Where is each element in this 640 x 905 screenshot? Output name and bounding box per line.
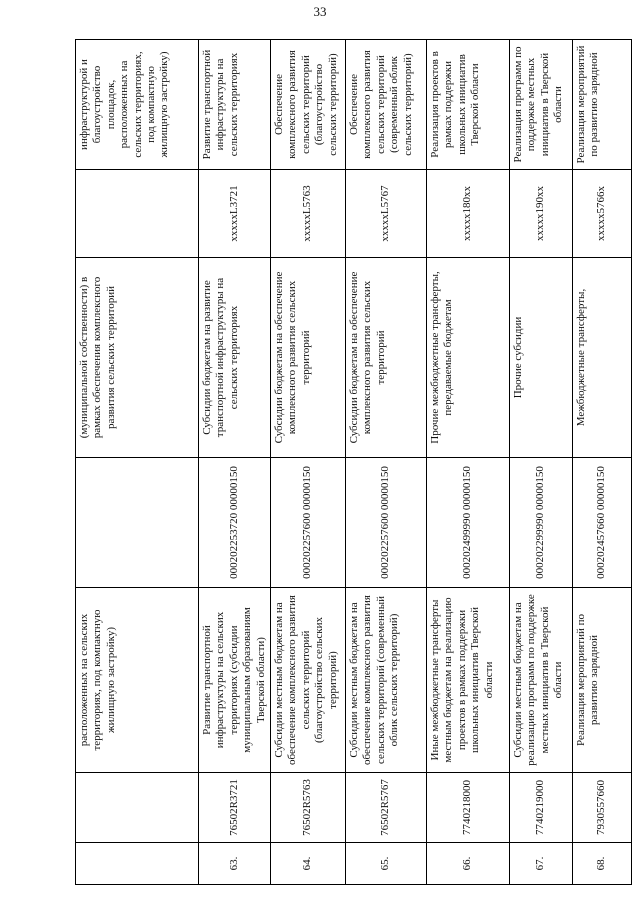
table-row <box>76 40 199 885</box>
local-target-code: xxxxx190xx <box>510 170 573 258</box>
table-row <box>510 40 573 885</box>
row-number: 68. <box>573 843 632 885</box>
income-code: 000202253720 00000150 <box>199 458 271 588</box>
target-article-name: Иные межбюджетные трансферты местным бюджетам на реализацию проектов в рамках поддержки школьных инициатив Тверской области <box>427 588 510 773</box>
local-article-name: Развитие транспортной инфраструктуры на сельских территориях <box>199 40 271 170</box>
income-name: Субсидии бюджетам на развитие транспортной инфраструктуры на сельских территориях <box>199 258 271 458</box>
target-article-name: Субсидии местным бюджетам на обеспечение комплексного развития сельских территорий (современный облик сельских территорий) <box>346 588 427 773</box>
local-target-code: xxxxxL5767 <box>346 170 427 258</box>
target-article-code <box>76 773 199 843</box>
target-article-code: 76502R5763 <box>271 773 346 843</box>
table-row <box>271 40 346 885</box>
income-name: Прочие субсидии <box>510 258 573 458</box>
income-code: 000202257600 00000150 <box>346 458 427 588</box>
local-article-name: инфраструктурой и благоустройство площадок, расположенных на сельских территориях, под компактную жилищную застройку) <box>76 40 199 170</box>
local-article-name: Обеспечение комплексного развития сельских территорий (благоустройство сельских территорий) <box>271 40 346 170</box>
local-target-code <box>76 170 199 258</box>
target-article-name: расположенных на сельских территориях, под компактную жилищную застройку) <box>76 588 199 773</box>
local-article-name: Обеспечение комплексного развития сельских территорий (современный облик сельских территорий) <box>346 40 427 170</box>
income-code <box>76 458 199 588</box>
income-code: 000202257600 00000150 <box>271 458 346 588</box>
income-code: 000202299990 00000150 <box>510 458 573 588</box>
target-article-code: 76502R3721 <box>199 773 271 843</box>
income-name: Межбюджетные трансферты, <box>573 258 632 458</box>
target-article-code: 7740218000 <box>427 773 510 843</box>
local-target-code: xxxxxL5763 <box>271 170 346 258</box>
row-number: 66. <box>427 843 510 885</box>
local-article-name: Реализация мероприятий по развитию зарядной <box>573 40 632 170</box>
row-number: 65. <box>346 843 427 885</box>
budget-table <box>75 39 632 885</box>
local-target-code: xxxxx5766x <box>573 170 632 258</box>
target-article-name: Развитие транспортной инфраструктуры на сельских территориях (субсидии муниципальным образованиям Тверской области) <box>199 588 271 773</box>
income-name: Прочие межбюджетные трансферты, передаваемые бюджетам <box>427 258 510 458</box>
table-row <box>199 40 271 885</box>
row-number: 63. <box>199 843 271 885</box>
rotated-table <box>75 40 608 885</box>
target-article-name: Субсидии местным бюджетам на обеспечение комплексного развития сельских территорий (благоустройство сельских территорий) <box>271 588 346 773</box>
table-row <box>346 40 427 885</box>
target-article-code: 7740219000 <box>510 773 573 843</box>
row-number: 67. <box>510 843 573 885</box>
income-name: Субсидии бюджетам на обеспечение комплексного развития сельских территорий <box>271 258 346 458</box>
page-number: 33 <box>313 4 327 19</box>
target-article-code: 7930557660 <box>573 773 632 843</box>
income-name: Субсидии бюджетам на обеспечение комплексного развития сельских территорий <box>346 258 427 458</box>
local-target-code: xxxxx180xx <box>427 170 510 258</box>
local-article-name: Реализация проектов в рамках поддержки школьных инициатив Тверской области <box>427 40 510 170</box>
income-code: 000202457660 00000150 <box>573 458 632 588</box>
income-code: 000202499990 00000150 <box>427 458 510 588</box>
local-target-code: xxxxxL3721 <box>199 170 271 258</box>
table-row <box>573 40 632 885</box>
local-article-name: Реализация программ по поддержке местных инициатив в Тверской области <box>510 40 573 170</box>
table-row <box>427 40 510 885</box>
row-number <box>76 843 199 885</box>
target-article-code: 76502R5767 <box>346 773 427 843</box>
target-article-name: Реализация мероприятий по развитию зарядной <box>573 588 632 773</box>
row-number: 64. <box>271 843 346 885</box>
income-name: (муниципальной собственности) в рамках обеспечения комплексного развития сельских территорий <box>76 258 199 458</box>
target-article-name: Субсидии местным бюджетам на реализацию программ по поддержке местных инициатив в Тверской области <box>510 588 573 773</box>
